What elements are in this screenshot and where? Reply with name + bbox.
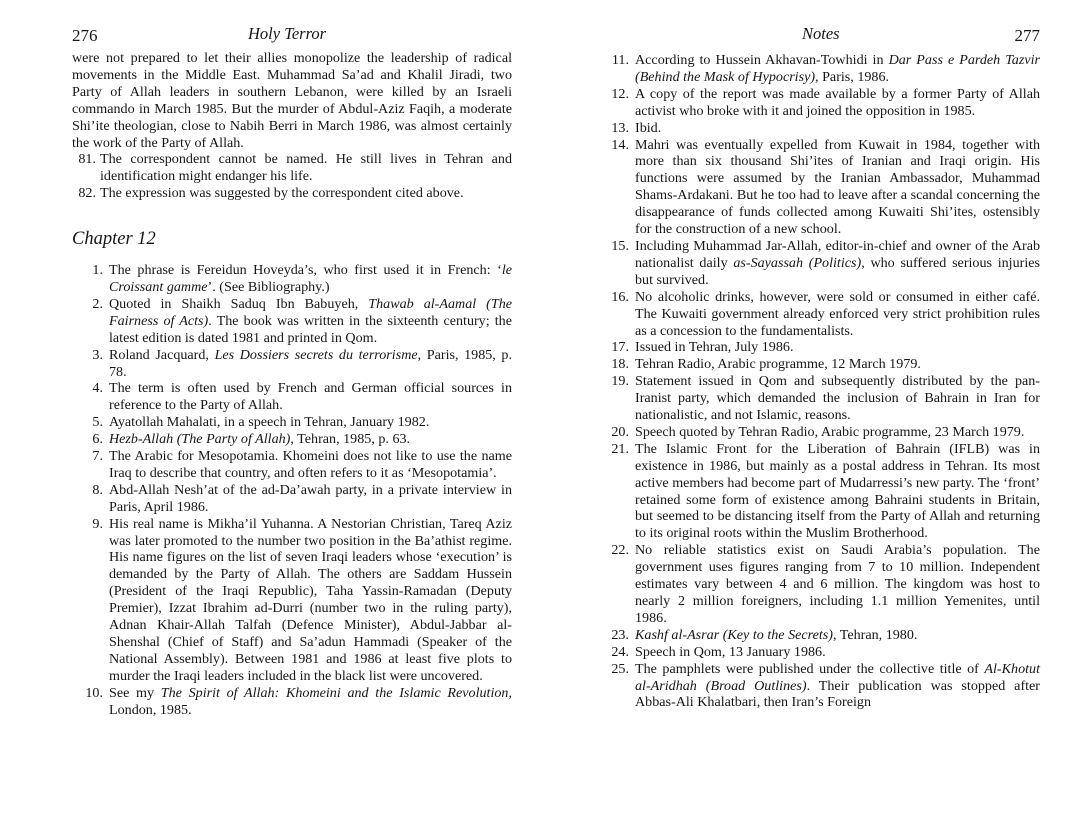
note-7 bbox=[72, 448, 512, 482]
note-text: The pamphlets were published under the collective title of bbox=[635, 660, 985, 677]
note-text: See my bbox=[109, 684, 161, 701]
left-page-header bbox=[72, 0, 512, 50]
note-number: 81. bbox=[78, 151, 96, 168]
note-text: A copy of the report was made available by a former Party of Allah activist who broke with it and joined the opposition in 1985. bbox=[635, 85, 1040, 119]
note-number: 5. bbox=[92, 414, 103, 431]
note-14 bbox=[605, 137, 1040, 238]
note-italic-text: Kashf al-Asrar (Key to the Secrets) bbox=[635, 626, 833, 643]
note-text: Abd-Allah Nesh’at of the ad-Da’awah party, in a private interview in Paris, April 1986. bbox=[109, 481, 512, 515]
note-text-end: . Their publication was stopped after Abbas-Ali Khalatbari, then Iran’s Foreign bbox=[635, 677, 1040, 711]
note-italic-text: le Croissant gamme bbox=[109, 262, 512, 295]
left-page-number: 276 bbox=[72, 26, 98, 45]
note-22 bbox=[605, 542, 1040, 627]
note-number: 20. bbox=[611, 423, 629, 440]
note-text: Roland Jacquard, bbox=[109, 346, 215, 363]
note-number: 25. bbox=[611, 660, 629, 677]
note-81 bbox=[72, 151, 512, 185]
note-24 bbox=[605, 644, 1040, 661]
note-10 bbox=[72, 685, 512, 719]
note-number: 3. bbox=[92, 346, 103, 363]
chapter-11-tail-notes bbox=[72, 151, 512, 202]
note-number: 4. bbox=[92, 380, 103, 397]
note-19 bbox=[605, 373, 1040, 424]
note-text: The expression was suggested by the correspondent cited above. bbox=[100, 185, 464, 202]
note-number: 16. bbox=[611, 288, 629, 305]
note-15 bbox=[605, 238, 1040, 289]
note-number: 1. bbox=[92, 262, 103, 279]
left-running-title: Holy Terror bbox=[248, 24, 327, 43]
right-page-number: 277 bbox=[1014, 26, 1040, 45]
note-number: 2. bbox=[92, 295, 103, 312]
note-text: Mahri was eventually expelled from Kuwait in 1984, together with more than six thousand Shi’ites of Iranian and Iraqi origin. His functions were assumed by the Iranian Ambassador, Muhammad Shams-Ardakani. But he too had to leave after a scandal concerning the disappearance of funds collected among Kuwaiti Shi’ites, ostensibly for the construction of a new school. bbox=[635, 136, 1040, 238]
note-text: Quoted in Shaikh Saduq Ibn Babuyeh, bbox=[109, 295, 369, 312]
note-text: The term is often used by French and German official sources in reference to the Party of Allah. bbox=[109, 380, 512, 414]
left-page bbox=[72, 0, 512, 719]
note-number: 82. bbox=[78, 185, 96, 202]
note-text: His real name is Mikha’il Yuhanna. A Nestorian Christian, Tareq Aziz was later promoted to the number two position in the Ba’athist regime. His name figures on the list of seven Iraqi leaders whose ‘execution’ is demanded by the Party of Allah. The others are Saddam Hussein (President of the Iraqi Republic), Taha Yassin-Ramadan (Deputy Premier), Izzat Ibrahim ad-Durri (number two in the ruling party), Adnan Khair-Allah Talfah (Defence Minister), Abdul-Jabbar al-Shenshal (Chief of Staff) and Sa’adun Hammadi (Speaker of the National Assembly). Between 1981 and 1986 at least five plots to murder the Iraqi leaders included in the black list were uncovered. bbox=[109, 515, 512, 684]
note-italic-text: The Spirit of Allah: Khomeini and the Islamic Revolution bbox=[160, 684, 509, 701]
note-text: Issued in Tehran, July 1986. bbox=[635, 339, 794, 356]
note-text: Tehran Radio, Arabic programme, 12 March 1979. bbox=[635, 356, 921, 373]
note-italic-text: Les Dossiers secrets du terrorisme bbox=[214, 346, 418, 363]
note-number: 9. bbox=[92, 515, 103, 532]
note-text-end: , London, 1985. bbox=[109, 684, 512, 718]
chapter-heading: Chapter 12 bbox=[72, 229, 156, 250]
note-9 bbox=[72, 516, 512, 685]
note-text: The Arabic for Mesopotamia. Khomeini does not like to use the name Iraq to describe that country, and often refers to it as ‘Mesopotamia’. bbox=[109, 448, 512, 481]
note-text-end: , Paris, 1985, p. 78. bbox=[109, 346, 513, 380]
note-82 bbox=[72, 185, 512, 202]
note-1 bbox=[72, 262, 512, 296]
note-12 bbox=[605, 86, 1040, 120]
note-number: 8. bbox=[92, 481, 103, 498]
note-italic-text: Thawab al-Aamal (The Fairness of Acts) bbox=[109, 295, 513, 329]
note-text: The correspondent cannot be named. He still lives in Tehran and identification might endanger his life. bbox=[100, 151, 512, 185]
note-number: 7. bbox=[92, 448, 103, 465]
note-text: No reliable statistics exist on Saudi Arabia’s population. The government uses figures ranging from 7 to 10 million. Independent estimates vary between 4 and 6 million. The kingdom was host to nearly 2 million foreigners, including 1.1 million Yemenites, until 1986. bbox=[635, 542, 1040, 626]
note-text-end: . The book was written in the sixteenth century; the latest edition is dated 1981 and printed in Qom. bbox=[109, 312, 512, 346]
note-5 bbox=[72, 414, 512, 431]
note-text: The Islamic Front for the Liberation of Bahrain (IFLB) was in existence in 1986, but mainly as a postal address in Tehran. Its most active members had become part of Mudarressi’s new party. The ‘front’ retained some form of existence among Bahraini students in Britain, but seemed to be distancing itself from the Party of Allah and returning to its original roots within the Muslim Brotherhood. bbox=[635, 440, 1040, 542]
chapter-12-notes bbox=[72, 262, 512, 718]
note-number: 14. bbox=[611, 136, 629, 153]
note-4 bbox=[72, 380, 512, 414]
note-number: 15. bbox=[611, 237, 629, 254]
note-number: 11. bbox=[611, 52, 629, 68]
continued-paragraph: were not prepared to let their allies monopolize the leadership of radical movements in the Middle East. Muhammad Sa’ad and Khalil Jiradi, two Party of Allah leaders in southern Lebanon, were killed by an Israeli commando in March 1985. But the murder of Abdul-Aziz Faqih, a moderate Shi’ite theologian, close to Nabih Berri in March 1986, was almost certainly the work of the Party of Allah. bbox=[72, 50, 512, 151]
note-text-end: , Paris, 1986. bbox=[815, 68, 890, 85]
left-page-body bbox=[72, 50, 512, 719]
note-italic-text: Dar Pass e Pardeh Tazvir (Behind the Mask of Hypocrisy) bbox=[635, 52, 1040, 85]
note-number: 13. bbox=[611, 119, 629, 136]
note-italic-text: Al-Khotut al-Aridhah (Broad Outlines) bbox=[635, 660, 1040, 694]
note-number: 21. bbox=[611, 440, 629, 457]
note-number: 17. bbox=[611, 339, 629, 356]
note-18 bbox=[605, 356, 1040, 373]
note-17 bbox=[605, 339, 1040, 356]
note-3 bbox=[72, 347, 512, 381]
note-2 bbox=[72, 296, 512, 347]
note-text: Speech quoted by Tehran Radio, Arabic programme, 23 March 1979. bbox=[635, 423, 1025, 440]
note-number: 12. bbox=[611, 85, 629, 102]
note-21 bbox=[605, 441, 1040, 542]
note-number: 23. bbox=[611, 626, 629, 643]
note-number: 6. bbox=[92, 431, 103, 448]
note-text: No alcoholic drinks, however, were sold or consumed in either café. The Kuwaiti government already enforced very strict prohibition rules as a concession to the fundamentalists. bbox=[635, 288, 1040, 339]
note-23 bbox=[605, 627, 1040, 644]
note-text: Speech in Qom, 13 January 1986. bbox=[635, 643, 826, 660]
note-6 bbox=[72, 431, 512, 448]
right-page bbox=[605, 0, 1040, 711]
right-running-title: Notes bbox=[802, 24, 840, 43]
note-number: 22. bbox=[611, 542, 629, 559]
note-text-end: , who suffered serious injuries but survived. bbox=[635, 254, 1040, 288]
note-text: Including Muhammad Jar-Allah, editor-in-chief and owner of the Arab nationalist daily bbox=[635, 237, 1040, 271]
right-page-header bbox=[605, 0, 1040, 50]
note-text: According to Hussein Akhavan-Towhidi in bbox=[635, 52, 889, 68]
note-text: Ibid. bbox=[635, 119, 662, 136]
note-number: 10. bbox=[85, 684, 103, 701]
note-text-end: , Tehran, 1980. bbox=[832, 626, 918, 643]
note-25 bbox=[605, 661, 1040, 712]
note-number: 18. bbox=[611, 356, 629, 373]
note-italic-text: as-Sayassah (Politics) bbox=[733, 254, 862, 271]
note-text: Statement issued in Qom and subsequently distributed by the pan-Iranist party, which demanded the inclusion of Bahrain in Iran for nationalistic, and not Islamic, reasons. bbox=[635, 373, 1040, 424]
right-page-body bbox=[605, 52, 1040, 711]
note-16 bbox=[605, 289, 1040, 340]
note-20 bbox=[605, 424, 1040, 441]
note-text: The phrase is Fereidun Hoveyda’s, who first used it in French: ‘ bbox=[109, 262, 502, 279]
note-text-end: , Tehran, 1985, p. 63. bbox=[290, 431, 411, 448]
note-text: Ayatollah Mahalati, in a speech in Tehran, January 1982. bbox=[109, 414, 430, 431]
note-number: 19. bbox=[611, 373, 629, 390]
note-italic-text: Hezb-Allah (The Party of Allah) bbox=[109, 431, 291, 448]
note-number: 24. bbox=[611, 643, 629, 660]
note-13 bbox=[605, 120, 1040, 137]
note-text-end: ’. (See Bibliography.) bbox=[207, 278, 330, 295]
note-11 bbox=[605, 52, 1040, 86]
note-8 bbox=[72, 482, 512, 516]
